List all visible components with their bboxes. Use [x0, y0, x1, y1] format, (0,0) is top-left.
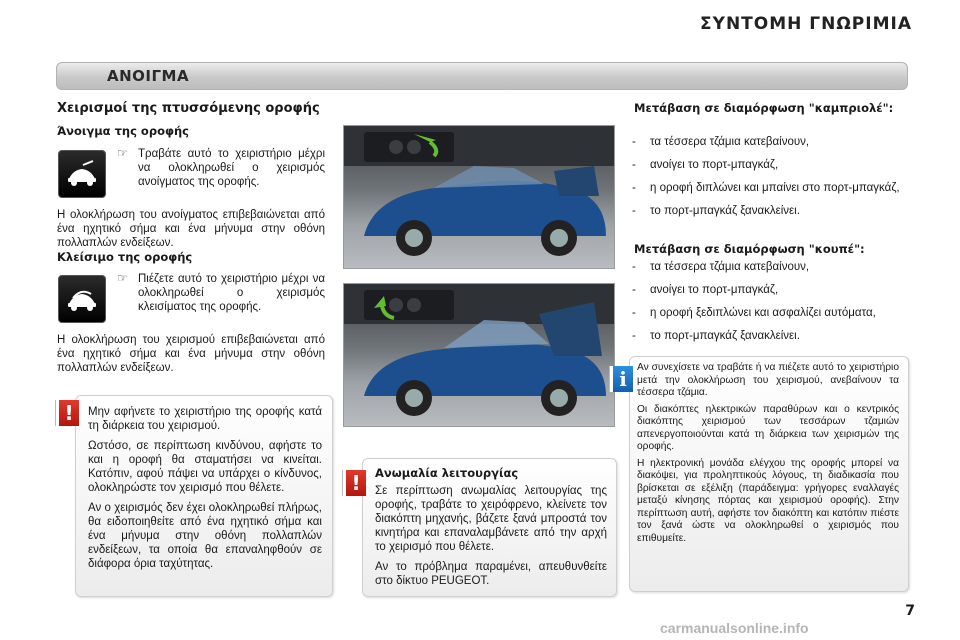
malfunction-paragraph: Σε περίπτωση ανωμαλίας λειτουργίας της οροφής, τραβάτε το χειρόφρενο, κλείνετε τον διακόπτη μηχανής, βάζετε ξανά μπροστά τον κινητήρα και επαναλαμβάνετε από την αρχή το χειρισμό που θέλετε. — [375, 485, 607, 553]
close-roof-instruction: Πιέζετε αυτό το χειριστήριο μέχρι να ολοκληρωθεί ο χειρισμός κλεισίματος της οροφής. — [138, 273, 325, 313]
open-roof-confirmation: Η ολοκλήρωση του ανοίγματος επιβεβαιώνεται από ένα ηχητικό σήμα και ένα μήνυμα στην οθόνη πολλαπλών ενδείξεων. — [57, 209, 325, 249]
list-item: - ανοίγει το πορτ-μπαγκάζ, — [628, 158, 906, 172]
list-item: - τα τέσσερα τζάμια κατεβαίνουν, — [628, 135, 906, 149]
roof-controls-heading: Χειρισμοί της πτυσσόμενης οροφής — [57, 101, 320, 116]
info-paragraph: Η ηλεκτρονική μονάδα ελέγχου της οροφής μπορεί να διακόψει, για προληπτικούς λόγους, τη διαδικασία που βρίσκεται σε εξέλιξη (παράδειγμα: γρήγορες εναλλαγές μεταξύ κίνησης πόρτας και χειρισμού οροφής). Στην περίπτωση αυτή, αφήστε τον διακόπτη και κατόπιν πιέστε τον ξανά ώστε να ολοκληρωθεί ο χειρισμός που επιθυμείτε. — [637, 457, 899, 544]
warning-paragraph: Μην αφήνετε το χειριστήριο της οροφής κατά τη διάρκεια του χειρισμού. — [88, 406, 322, 432]
hand-pointer-icon: ☞ — [117, 146, 128, 160]
warning-paragraph: Αν ο χειρισμός δεν έχει ολοκληρωθεί πλήρως, θα ειδοποιηθείτε από ένα ηχητικό σήμα και ένα μήνυμα στην οθόνη πολλαπλών ενδείξεων, τα οποία θα επαναληφθούν σε διάφορα όρια ταχύτητας. — [88, 502, 322, 570]
warning-paragraph: Ωστόσο, σε περίπτωση κινδύνου, αφήστε το και η οροφή θα σταματήσει να κινείται. Κατόπιν, αφού πάψει να υπάρχει ο κίνδυνος, ολοκληρώστε τον χειρισμό που θέλετε. — [88, 440, 322, 494]
cabrio-heading: Μετάβαση σε διαμόρφωση "καμπριολέ": — [634, 101, 894, 115]
info-paragraph: Οι διακόπτες ηλεκτρικών παραθύρων και ο κεντρικός διακόπτης χειρισμού των τεσσάρων τζαμιών απενεργοποιούνται κατά τη διάρκεια των χειρισμών της οροφής. — [637, 403, 899, 452]
roof-closing-photo — [343, 283, 615, 427]
malfunction-note-text — [375, 484, 607, 594]
page-title: ΣΥΝΤΟΜΗ ΓΝΩΡΙΜΙΑ — [700, 14, 912, 34]
close-roof-heading: Κλείσιμο της οροφής — [57, 250, 193, 264]
list-item: - η οροφή ξεδιπλώνει και ασφαλίζει αυτόματα, — [628, 306, 906, 320]
list-item: - η οροφή διπλώνει και μπαίνει στο πορτ-μπαγκάζ, — [628, 181, 906, 195]
close-roof-confirmation: Η ολοκλήρωση του χειρισμού επιβεβαιώνεται από ένα ηχητικό σήμα και ένα μήνυμα στην οθόνη πολλαπλών ενδείξεων. — [57, 334, 325, 374]
roof-open-switch-icon — [58, 150, 106, 198]
section-banner — [56, 62, 908, 90]
cabrio-steps-list — [628, 135, 906, 227]
watermark: carmanualsonline.info — [660, 620, 809, 636]
malfunction-heading: Ανωμαλία λειτουργίας — [375, 466, 519, 480]
roof-close-switch-icon — [58, 275, 106, 323]
info-note-text — [637, 362, 899, 549]
hand-pointer-icon: ☞ — [117, 271, 128, 285]
open-roof-heading: Άνοιγμα της οροφής — [57, 124, 189, 138]
list-item: - τα τέσσερα τζάμια κατεβαίνουν, — [628, 260, 906, 274]
list-item: - το πορτ-μπαγκάζ ξανακλείνει. — [628, 204, 906, 218]
warning-flag-icon: ! — [56, 400, 79, 426]
open-roof-instruction: Τραβάτε αυτό το χειριστήριο μέχρι να ολοκληρωθεί ο χειρισμός ανοίγματος της οροφής. — [138, 148, 325, 188]
info-flag-icon: i — [610, 366, 633, 392]
warning-flag-icon: ! — [343, 470, 366, 496]
section-banner-title: ΑΝΟΙΓΜΑ — [107, 67, 190, 85]
info-paragraph: Αν συνεχίσετε να τραβάτε ή να πιέζετε αυτό το χειριστήριο μετά την ολοκλήρωση του χειρισμού, ανεβαίνουν τα τέσσερα τζάμια. — [637, 362, 899, 398]
list-item: - ανοίγει το πορτ-μπαγκάζ, — [628, 283, 906, 297]
malfunction-paragraph: Αν το πρόβλημα παραμένει, απευθυνθείτε στο δίκτυο PEUGEOT. — [375, 561, 607, 587]
list-item: - το πορτ-μπαγκάζ ξανακλείνει. — [628, 329, 906, 343]
warning-note-text — [88, 405, 322, 577]
roof-opening-photo — [343, 125, 615, 269]
page-number: 7 — [905, 603, 915, 619]
coupe-steps-list — [628, 260, 906, 352]
coupe-heading: Μετάβαση σε διαμόρφωση "κουπέ": — [634, 242, 865, 256]
